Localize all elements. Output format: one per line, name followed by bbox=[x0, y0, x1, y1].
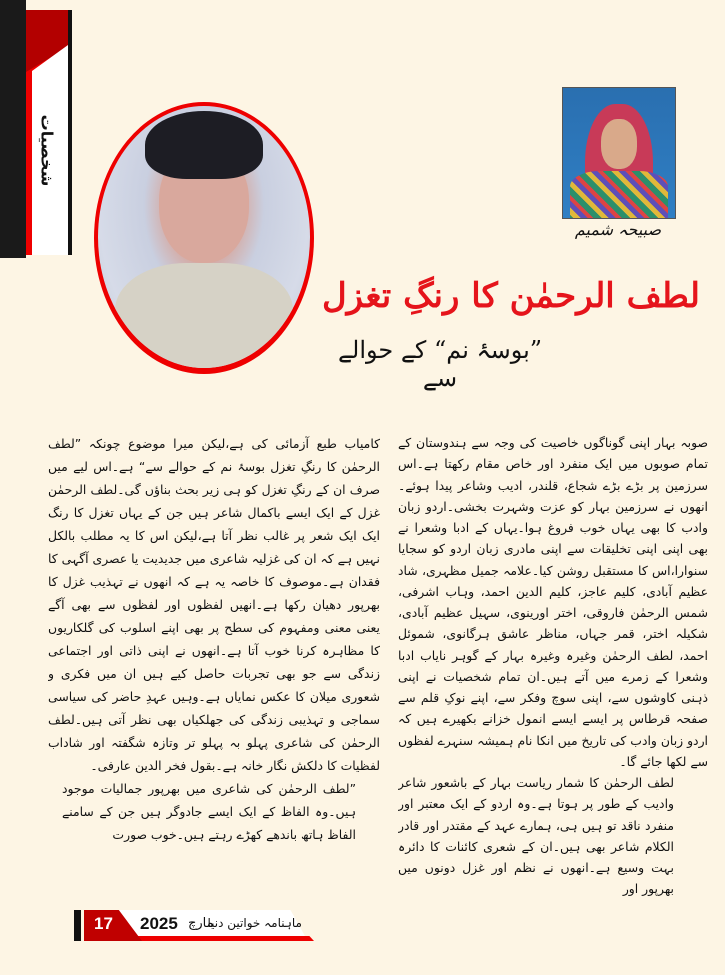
issue-month: مارچ bbox=[188, 916, 214, 931]
paragraph: لطف الرحمٰن کا شمار ریاست بہار کے باشعور شاعر وادیب کے طور پر ہوتا ہے۔وہ اردو کے ایک معتبر اور منفرد ناقد تو ہیں ہی، ہمارے عہد کے مقتدر اور قادر الکلام شاعر بھی ہیں۔ان کے شعری کائنات کا دائرہ بہت وسیع ہے۔انھوں نے نظم اور غزل دونوں میں بھرپور اور bbox=[398, 775, 674, 897]
portrait-hair bbox=[145, 111, 264, 179]
section-label: شخصیات bbox=[37, 114, 57, 186]
page-footer bbox=[74, 910, 314, 942]
article-column-right bbox=[398, 432, 708, 900]
paragraph: کامیاب طبع آزمائی کی ہے،لیکن میرا موضوع چونکہ ”لطف الرحمٰن کا رنگِ تغزل بوسۂ نم کے حوالے سے“ ہے۔اس لیے میں صرف ان کے رنگِ تغزل کو ہی زیر بحث بناؤں گی۔لطف الرحمٰن غزل کے ایک ایسے باکمال شاعر ہیں جن کے یہاں تغزل کا رنگ ایک ایک شعر پر غالب نظر آتا ہے،لیکن اس کا یہ مطلب بالکل نہیں ہے کہ ان کی غزلیہ شاعری میں جدیدیت یا عصری آگہی کا فقدان ہے۔موصوف کا خاصہ یہ ہے کہ انھوں نے تہذیب غزل کا بھرپور دھیان رکھا ہے۔انھیں لفظوں اور لفظوں سے بھی آگے یعنی معنی ومفہوم کی سطح پر بھی اپنے اسلوب کی گلکاریوں کا مظاہرہ کرنا خوب آتا ہے۔انھوں نے اپنی ذاتی اور اجتماعی زندگی سے جو بھی تجربات حاصل کیے ہیں ان میں فکری و شعوری میلان کا عکس نمایاں ہے۔وہیں عہدِ حاضر کی سیاسی سماجی و تہذیبی زندگی کی جھلکیاں بھی نظر آتی ہیں۔لطف الرحمٰن کی شاعری پہلو بہ پہلو تر وتازہ شگفتہ اور شاداب لفظیات کا دلکش نگار خانہ ہے۔بقول فخر الدین عارفی۔ bbox=[48, 436, 380, 773]
portrait-shirt bbox=[115, 263, 293, 368]
portrait-image bbox=[98, 106, 310, 368]
article-column-left bbox=[48, 432, 380, 898]
author-photo-cloth bbox=[570, 171, 669, 219]
portrait-photo bbox=[94, 102, 314, 374]
magazine-name: ماہنامہ خواتین دنیا bbox=[207, 916, 302, 930]
issue-year: 2025 bbox=[140, 914, 178, 933]
article-subtitle: ”بوسۂ نم“ کے حوالے سے bbox=[337, 336, 543, 392]
paragraph: صوبہ بہار اپنی گوناگوں خاصیت کی وجہ سے ہندوستان کے تمام صوبوں میں ایک منفرد اور خاص مقام رکھتا ہے۔اس سرزمین پر بڑے بڑے شجاع، قلندر، ادیب وشاعر پیدا ہوئے۔انھوں نے سرزمین بہار کو عزت وشہرت بخشی۔اردو زبان وادب کا بھی یہاں خوب فروغ ہوا۔یہاں کے ادبا وشعرا نے بھی اپنی اپنی تخلیقات سے اپنی مادری زبان اردو کو سجایا سنوارا،اس کا مستقبل روشن کیا۔علامہ جمیل مظہری، شاد عظیم آبادی، کلیم عاجز، کلیم الدین احمد، وہاب اشرفی، شمس الرحمٰن فاروقی، اختر اورینوی، سہیل عظیم آبادی، شکیلہ اختر، قمر جہاں، مناظر عاشق ہرگانوی، شموئل احمد، لطف الرحمٰن وغیرہ وغیرہ بہار کے گوہر نایاب ادبا وشعرا کے زمرے میں آتے ہیں۔ان تمام شخصیات نے اپنی ذہنی کاوشوں سے، اپنی سوچ وفکر سے، اپنے نوکِ قلم سے صفحہ قرطاس پر ایسے ایسے انمول خزانے بکھیرے ہیں کہ اردو زبان وادب کی تاریخ میں انکا نام ہمیشہ سنہرے لفظوں سے لکھا جائے گا۔ bbox=[398, 435, 708, 769]
author-photo bbox=[562, 87, 676, 219]
author-name: صبیحہ شمیم bbox=[574, 220, 662, 239]
article-title: لطف الرحمٰن کا رنگِ تغزل bbox=[321, 276, 701, 316]
page-number: 17 bbox=[94, 914, 113, 933]
footer-bar-accent bbox=[74, 910, 81, 941]
section-sidebar bbox=[0, 0, 26, 258]
quote-paragraph: ”لطف الرحمٰن کی شاعری میں بھرپور جمالیات موجود ہیں۔وہ الفاظ کے ایک ایسے جادوگر ہیں جن کے سامنے الفاظ ہاتھ باندھے کھڑے رہتے ہیں۔خوب صورت bbox=[62, 781, 356, 842]
author-photo-face bbox=[601, 119, 637, 168]
